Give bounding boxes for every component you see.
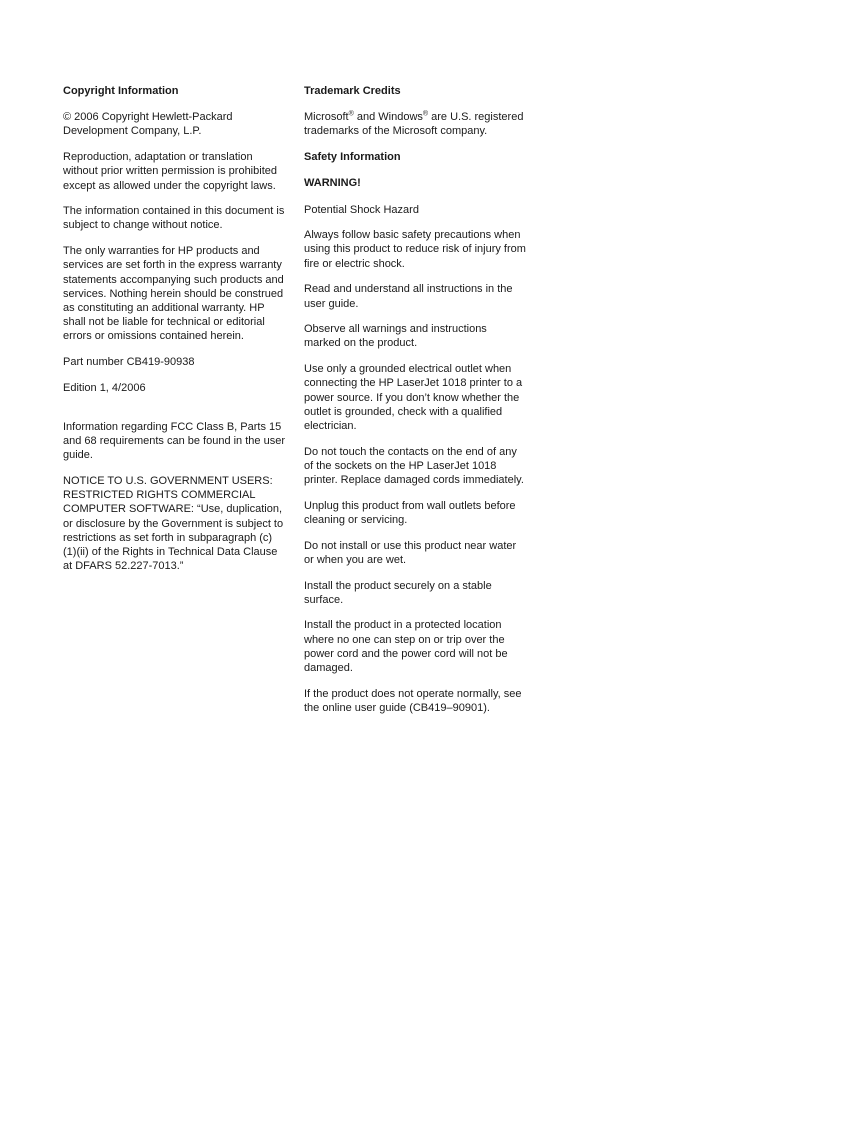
government-notice: NOTICE TO U.S. GOVERNMENT USERS: RESTRICTED RIGHTS COMMERCIAL COMPUTER SOFTWARE: “Use, duplication, or disclosure by the Government is subject to restrictions as set forth in subparagraph (c) (1)(ii) of the Rights in Technical Data Clause at DFARS 52.227-7013.” — [63, 475, 284, 573]
safety-item: Use only a grounded electrical outlet when connecting the HP LaserJet 1018 printer to a power source. If you don’t know whether the outlet is grounded, check with a qualified electrician. — [304, 363, 523, 432]
part-number: Part number CB419-90938 — [63, 356, 195, 369]
left-column — [63, 84, 285, 585]
warning-label: WARNING! — [304, 177, 361, 190]
shock-hazard: Potential Shock Hazard — [304, 203, 419, 216]
safety-item: Do not install or use this product near water or when you are wet. — [304, 539, 517, 566]
registered-mark: ® — [422, 110, 429, 118]
edition: Edition 1, 4/2006 — [63, 381, 146, 394]
copyright-line: © 2006 Copyright Hewlett-Packard Development Company, L.P. — [63, 111, 233, 138]
trademark-rest: are U.S. registered trademarks of the Microsoft company. — [304, 111, 524, 138]
fcc-paragraph: Information regarding FCC Class B, Parts 15 and 68 requirements can be found in the user guide. — [63, 420, 285, 462]
trademark-paragraph — [304, 110, 526, 138]
safety-item: Read and understand all instructions in the user guide. — [304, 283, 513, 310]
information-paragraph: The information contained in this document is subject to change without notice. — [63, 205, 285, 232]
reproduction-paragraph: Reproduction, adaptation or translation without prior written permission is prohibited except as allowed under the copyright laws. — [63, 151, 277, 192]
trademark-microsoft: Microsoft — [304, 111, 349, 124]
safety-item: Always follow basic safety precautions when using this product to reduce risk of injury from fire or electric shock. — [304, 229, 526, 270]
safety-item: Install the product in a protected location where no one can step on or trip over the power cord and the power cord will not be damaged. — [304, 619, 508, 675]
right-column — [304, 84, 526, 727]
warranties-paragraph: The only warranties for HP products and services are set forth in the express warranty statements accompanying such products and services. Nothing herein should be construed as constituting an additional warranty. HP shall not be liable for technical or editorial errors or omissions contained herein. — [63, 245, 284, 343]
trademark-windows: and Windows — [353, 111, 423, 124]
safety-item: If the product does not operate normally, see the online user guide (CB419–90901). — [304, 687, 522, 714]
copyright-heading: Copyright Information — [63, 85, 179, 97]
safety-item: Observe all warnings and instructions marked on the product. — [304, 323, 487, 350]
safety-heading: Safety Information — [304, 151, 401, 164]
registered-mark: ® — [348, 110, 354, 118]
safety-item: Do not touch the contacts on the end of any of the sockets on the HP LaserJet 1018 printer. Replace damaged cords immediately. — [304, 445, 524, 487]
safety-item: Install the product securely on a stable surface. — [304, 579, 492, 606]
trademark-heading: Trademark Credits — [304, 85, 401, 97]
safety-item: Unplug this product from wall outlets before cleaning or servicing. — [304, 499, 516, 526]
